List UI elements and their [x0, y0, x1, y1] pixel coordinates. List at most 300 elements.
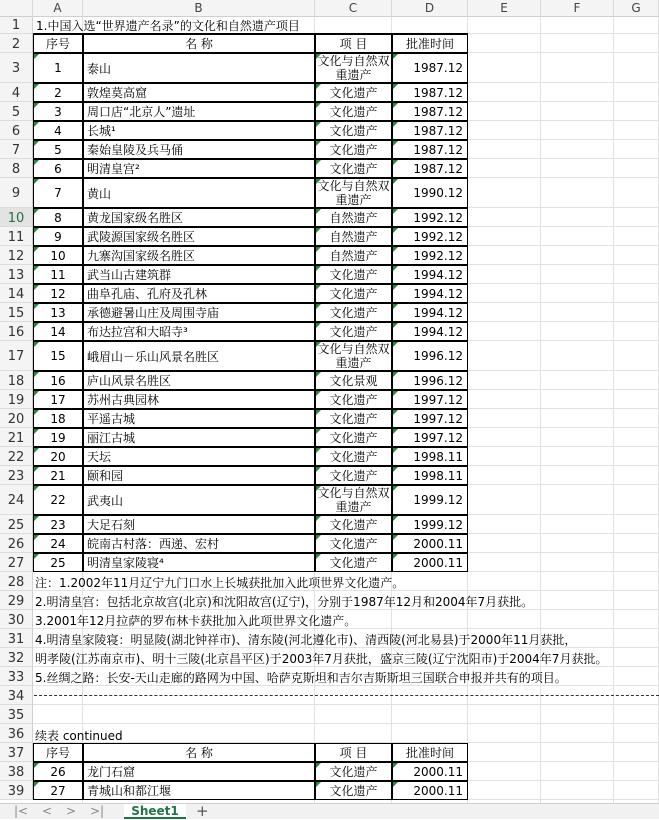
cell-name[interactable]	[83, 303, 315, 322]
cell-type[interactable]	[315, 102, 392, 121]
row-header-35[interactable]: 35	[0, 705, 33, 724]
cell-no[interactable]	[33, 265, 83, 284]
number-as-text-warning-icon	[316, 429, 321, 434]
cell-date[interactable]	[392, 322, 468, 341]
column-header-b[interactable]: B	[83, 0, 315, 17]
cell-type[interactable]	[315, 208, 392, 227]
number-as-text-warning-icon	[34, 516, 39, 521]
column-header-c[interactable]: C	[315, 0, 392, 17]
cell-date[interactable]	[392, 246, 468, 265]
row-header-17[interactable]: 17	[0, 341, 33, 371]
row-header-8[interactable]: 8	[0, 159, 33, 178]
cell-type[interactable]	[315, 53, 392, 83]
number-as-text-warning-icon	[393, 410, 398, 415]
cell-type[interactable]	[315, 341, 392, 371]
cell-name[interactable]	[83, 515, 315, 534]
cell-date[interactable]	[392, 208, 468, 227]
next-sheet-button[interactable]: >	[66, 804, 77, 818]
cell-no-text: 23	[50, 517, 66, 532]
row-header-1[interactable]: 1	[0, 17, 33, 34]
number-as-text-warning-icon	[34, 179, 39, 184]
cell-name-text: 武夷山	[87, 493, 124, 508]
cell-name-text: 敦煌莫高窟	[87, 86, 148, 100]
footnote-2[interactable]: 2.明清皇宫：包括北京故宫(北京)和沈阳故宫(辽宁)，分别于1987年12月和2004年7月获批。	[35, 595, 534, 609]
header-cell-1-text: 名 称	[185, 746, 213, 760]
cell-name[interactable]	[83, 246, 315, 265]
cell-date[interactable]	[392, 284, 468, 303]
cell-no[interactable]	[33, 322, 83, 341]
cell-type-text: 文化遗产	[329, 143, 378, 157]
cell-date[interactable]	[392, 409, 468, 428]
page-break-dashed-line	[34, 695, 659, 696]
number-as-text-warning-icon	[316, 486, 321, 491]
row-header-29[interactable]: 29	[0, 591, 33, 610]
row-header-13[interactable]: 13	[0, 265, 33, 284]
cell-name-text: 青城山和都江堰	[87, 784, 172, 798]
cell-type[interactable]	[315, 159, 392, 178]
cell-type[interactable]	[315, 466, 392, 485]
cell-name[interactable]	[83, 466, 315, 485]
row-header-38[interactable]: 38	[0, 762, 33, 781]
header-cell-1[interactable]	[83, 34, 315, 53]
number-as-text-warning-icon	[393, 391, 398, 396]
row-header-30[interactable]: 30	[0, 610, 33, 629]
number-as-text-warning-icon	[316, 410, 321, 415]
cell-type[interactable]	[315, 322, 392, 341]
number-as-text-warning-icon	[393, 285, 398, 290]
number-as-text-warning-icon	[316, 103, 321, 108]
number-as-text-warning-icon	[34, 372, 39, 377]
cell-name-text: 苏州古典园林	[87, 393, 160, 407]
cell-no[interactable]	[33, 53, 83, 83]
cell-name[interactable]	[83, 485, 315, 515]
column-header-f[interactable]: F	[541, 0, 614, 17]
number-as-text-warning-icon	[393, 372, 398, 377]
cell-type[interactable]	[315, 534, 392, 553]
number-as-text-warning-icon	[393, 103, 398, 108]
cell-no[interactable]	[33, 246, 83, 265]
cell-no[interactable]	[33, 534, 83, 553]
cell-type[interactable]	[315, 428, 392, 447]
cell-name-text: 长城¹	[87, 124, 116, 138]
footnote-5[interactable]: 明孝陵(江苏南京市)、明十三陵(北京昌平区)于2003年7月获批，盛京三陵(辽宁沈阳市)于2004年7月获批。	[35, 652, 608, 666]
cell-date-text: 1997.12	[413, 430, 463, 445]
number-as-text-warning-icon	[393, 429, 398, 434]
number-as-text-warning-icon	[34, 391, 39, 396]
footnote-1[interactable]: 注：1.2002年11月辽宁九门口水上长城获批加入此项世界文化遗产。	[35, 576, 405, 590]
number-as-text-warning-icon	[316, 342, 321, 347]
cell-date[interactable]	[392, 102, 468, 121]
row-header-34[interactable]: 34	[0, 686, 33, 705]
cell-name[interactable]	[83, 390, 315, 409]
header-cell-0-text: 序号	[45, 37, 70, 51]
cell-name[interactable]	[83, 83, 315, 102]
cell-type[interactable]	[315, 485, 392, 515]
cell-no[interactable]	[33, 227, 83, 246]
cell-date-text: 1996.12	[413, 373, 463, 388]
cell-type[interactable]	[315, 246, 392, 265]
header-cell-3-text: 批准时间	[405, 37, 454, 51]
grid-line	[33, 705, 659, 724]
number-as-text-warning-icon	[393, 304, 398, 309]
row-header-25[interactable]: 25	[0, 515, 33, 534]
sheet-tab-bar	[0, 803, 659, 819]
cell-name[interactable]	[83, 781, 315, 800]
cell-name[interactable]	[83, 341, 315, 371]
cell-name[interactable]	[83, 121, 315, 140]
number-as-text-warning-icon	[34, 554, 39, 559]
row-header-14[interactable]: 14	[0, 284, 33, 303]
cell-no[interactable]	[33, 371, 83, 390]
cell-no[interactable]	[33, 781, 83, 800]
cell-name[interactable]	[83, 409, 315, 428]
cell-date[interactable]	[392, 390, 468, 409]
cell-type-text: 文化与自然双重遗产	[317, 486, 390, 514]
cell-type-text: 文化遗产	[329, 412, 378, 426]
cell-no[interactable]	[33, 83, 83, 102]
cell-date-text: 1998.11	[413, 449, 463, 464]
cell-type[interactable]	[315, 140, 392, 159]
cell-date-text: 1994.12	[413, 286, 463, 301]
cell-no[interactable]	[33, 102, 83, 121]
row-header-2[interactable]: 2	[0, 34, 33, 53]
cell-no-text: 16	[50, 373, 66, 388]
number-as-text-warning-icon	[393, 486, 398, 491]
number-as-text-warning-icon	[393, 179, 398, 184]
row-header-3[interactable]: 3	[0, 53, 33, 83]
add-sheet-button[interactable]: +	[196, 802, 209, 820]
number-as-text-warning-icon	[34, 304, 39, 309]
row-header-36[interactable]: 36	[0, 724, 33, 743]
cell-no-text: 17	[50, 392, 66, 407]
cell-type[interactable]	[315, 121, 392, 140]
row-header-24[interactable]: 24	[0, 485, 33, 515]
number-as-text-warning-icon	[34, 247, 39, 252]
number-as-text-warning-icon	[34, 782, 39, 787]
cell-name-text: 皖南古村落：西递、宏村	[87, 537, 220, 551]
cell-name[interactable]	[83, 227, 315, 246]
cell-type-text: 文化遗产	[329, 556, 378, 570]
cell-type[interactable]	[315, 178, 392, 208]
number-as-text-warning-icon	[316, 535, 321, 540]
cell-name-text: 丽江古城	[87, 431, 136, 445]
row-header-26[interactable]: 26	[0, 534, 33, 553]
cell-name[interactable]	[83, 447, 315, 466]
cell-date[interactable]	[392, 762, 468, 781]
number-as-text-warning-icon	[34, 467, 39, 472]
cell-no-text: 1	[54, 61, 62, 75]
number-as-text-warning-icon	[34, 486, 39, 491]
number-as-text-warning-icon	[393, 342, 398, 347]
cell-no[interactable]	[33, 178, 83, 208]
row-header-19[interactable]: 19	[0, 390, 33, 409]
cell-no-text: 2	[54, 85, 62, 100]
cell-date[interactable]	[392, 227, 468, 246]
select-all-corner[interactable]	[0, 0, 33, 17]
cell-date[interactable]	[392, 265, 468, 284]
cell-date[interactable]	[392, 371, 468, 390]
cell-date-text: 1992.12	[413, 248, 463, 263]
row-header-31[interactable]: 31	[0, 629, 33, 648]
cell-date[interactable]	[392, 466, 468, 485]
number-as-text-warning-icon	[393, 266, 398, 271]
row-header-20[interactable]: 20	[0, 409, 33, 428]
number-as-text-warning-icon	[393, 535, 398, 540]
cell-name-text: 承德避暑山庄及周围寺庙	[87, 306, 220, 320]
cell-type[interactable]	[315, 284, 392, 303]
cell-no-text: 10	[50, 248, 66, 263]
row-header-27[interactable]: 27	[0, 553, 33, 572]
column-header-g[interactable]: G	[614, 0, 659, 17]
cell-no[interactable]	[33, 159, 83, 178]
cell-date-text: 1992.12	[413, 210, 463, 225]
number-as-text-warning-icon	[34, 266, 39, 271]
cell-no[interactable]	[33, 485, 83, 515]
cell-no[interactable]	[33, 303, 83, 322]
row-header-6[interactable]: 6	[0, 121, 33, 140]
cell-date[interactable]	[392, 515, 468, 534]
column-header-a[interactable]: A	[33, 0, 83, 17]
number-as-text-warning-icon	[34, 410, 39, 415]
cell-date[interactable]	[392, 83, 468, 102]
number-as-text-warning-icon	[34, 535, 39, 540]
row-header-22[interactable]: 22	[0, 447, 33, 466]
cell-type-text: 文化与自然双重遗产	[317, 54, 390, 82]
cell-no-text: 24	[50, 536, 66, 551]
cell-date-text: 1987.12	[413, 104, 463, 119]
number-as-text-warning-icon	[34, 141, 39, 146]
cell-name[interactable]	[83, 534, 315, 553]
cell-date[interactable]	[392, 53, 468, 83]
cell-type[interactable]	[315, 762, 392, 781]
row-header-9[interactable]: 9	[0, 178, 33, 208]
number-as-text-warning-icon	[34, 323, 39, 328]
cell-type[interactable]	[315, 371, 392, 390]
cell-no[interactable]	[33, 390, 83, 409]
cell-no[interactable]	[33, 553, 83, 572]
cell-no-text: 8	[54, 210, 62, 225]
cell-date-text: 2000.11	[413, 555, 463, 570]
number-as-text-warning-icon	[316, 54, 321, 59]
cell-no[interactable]	[33, 762, 83, 781]
cell-name[interactable]	[83, 762, 315, 781]
cell-no-text: 25	[50, 555, 66, 570]
cell-no[interactable]	[33, 341, 83, 371]
cell-name-text: 黄山	[87, 186, 112, 201]
header-cell-2[interactable]	[315, 34, 392, 53]
number-as-text-warning-icon	[316, 763, 321, 768]
row-header-10[interactable]: 10	[0, 208, 33, 227]
cell-name-text: 秦始皇陵及兵马俑	[87, 143, 184, 157]
row-header-5[interactable]: 5	[0, 102, 33, 121]
cell-date[interactable]	[392, 303, 468, 322]
cell-name[interactable]	[83, 178, 315, 208]
row-header-4[interactable]: 4	[0, 83, 33, 102]
cell-type[interactable]	[315, 447, 392, 466]
number-as-text-warning-icon	[34, 122, 39, 127]
number-as-text-warning-icon	[316, 84, 321, 89]
row-header-18[interactable]: 18	[0, 371, 33, 390]
cell-name[interactable]	[83, 208, 315, 227]
number-as-text-warning-icon	[393, 448, 398, 453]
prev-sheet-button[interactable]: <	[42, 804, 53, 818]
number-as-text-warning-icon	[393, 84, 398, 89]
continued-label[interactable]: 续表 continued	[35, 729, 123, 743]
number-as-text-warning-icon	[393, 763, 398, 768]
cell-type[interactable]	[315, 781, 392, 800]
header-cell-0[interactable]	[33, 743, 83, 762]
row-header-16[interactable]: 16	[0, 322, 33, 341]
cell-date-text: 1987.12	[413, 61, 463, 75]
row-header-23[interactable]: 23	[0, 466, 33, 485]
footnote-3[interactable]: 3.2001年12月拉萨的罗布林卡获批加入此项世界文化遗产。	[35, 614, 357, 628]
cell-name-text: 武当山古建筑群	[87, 268, 172, 282]
header-cell-1[interactable]	[83, 743, 315, 762]
cell-date[interactable]	[392, 428, 468, 447]
cell-name[interactable]	[83, 102, 315, 121]
cell-no[interactable]	[33, 447, 83, 466]
header-cell-0[interactable]	[33, 34, 83, 53]
number-as-text-warning-icon	[316, 285, 321, 290]
number-as-text-warning-icon	[316, 554, 321, 559]
cell-date[interactable]	[392, 781, 468, 800]
cell-no[interactable]	[33, 284, 83, 303]
cell-name[interactable]	[83, 322, 315, 341]
row-header-33[interactable]: 33	[0, 667, 33, 686]
number-as-text-warning-icon	[393, 554, 398, 559]
cell-type-text: 自然遗产	[329, 249, 378, 263]
cell-type[interactable]	[315, 390, 392, 409]
cell-name[interactable]	[83, 428, 315, 447]
cell-date[interactable]	[392, 140, 468, 159]
row-header-15[interactable]: 15	[0, 303, 33, 322]
cell-type[interactable]	[315, 303, 392, 322]
cell-type-text: 文化遗产	[329, 124, 378, 138]
cell-no-text: 18	[50, 411, 66, 426]
header-cell-3[interactable]	[392, 743, 468, 762]
cell-name-text: 大足石刻	[87, 518, 136, 532]
cell-date[interactable]	[392, 178, 468, 208]
cell-date[interactable]	[392, 159, 468, 178]
cell-name[interactable]	[83, 371, 315, 390]
cell-no-text: 14	[50, 324, 66, 339]
cell-no[interactable]	[33, 121, 83, 140]
cell-name-text: 庐山风景名胜区	[87, 374, 172, 388]
number-as-text-warning-icon	[316, 391, 321, 396]
cell-no[interactable]	[33, 409, 83, 428]
footnote-6[interactable]: 5.丝绸之路：长安-天山走廊的路网为中国、哈萨克斯坦和吉尔吉斯斯坦三国联合申报并共有的项目。	[35, 671, 567, 685]
cell-name[interactable]	[83, 553, 315, 572]
cell-date[interactable]	[392, 534, 468, 553]
cell-name-text: 周口店“北京人”遗址	[87, 105, 196, 119]
cell-type[interactable]	[315, 515, 392, 534]
cell-date-text: 1990.12	[413, 186, 463, 200]
row-header-12[interactable]: 12	[0, 246, 33, 265]
number-as-text-warning-icon	[34, 228, 39, 233]
table-title[interactable]: 1.中国入选“世界遗产名录”的文化和自然遗产项目	[33, 17, 468, 34]
row-header-21[interactable]: 21	[0, 428, 33, 447]
cell-no[interactable]	[33, 208, 83, 227]
cell-date-text: 1992.12	[413, 229, 463, 244]
row-header-28[interactable]: 28	[0, 572, 33, 591]
header-cell-2[interactable]	[315, 743, 392, 762]
row-header-39[interactable]: 39	[0, 781, 33, 800]
cell-name-text: 九寨沟国家级名胜区	[87, 249, 196, 263]
cell-type-text: 文化遗产	[329, 450, 378, 464]
number-as-text-warning-icon	[393, 141, 398, 146]
cell-name[interactable]	[83, 140, 315, 159]
cell-type-text: 文化遗产	[329, 86, 378, 100]
cell-date[interactable]	[392, 341, 468, 371]
cell-name[interactable]	[83, 265, 315, 284]
last-sheet-button[interactable]: >|	[90, 804, 105, 818]
cell-type-text: 文化遗产	[329, 105, 378, 119]
header-cell-3[interactable]	[392, 34, 468, 53]
cell-no[interactable]	[33, 140, 83, 159]
cell-date-text: 1994.12	[413, 305, 463, 320]
number-as-text-warning-icon	[393, 228, 398, 233]
cell-date[interactable]	[392, 121, 468, 140]
cell-no[interactable]	[33, 515, 83, 534]
sheet-tab-sheet1[interactable]: Sheet1	[124, 804, 186, 819]
column-header-d[interactable]: D	[392, 0, 468, 17]
number-as-text-warning-icon	[316, 323, 321, 328]
number-as-text-warning-icon	[393, 209, 398, 214]
cell-date-text: 1987.12	[413, 142, 463, 157]
number-as-text-warning-icon	[316, 160, 321, 165]
row-header-32[interactable]: 32	[0, 648, 33, 667]
cell-date-text: 2000.11	[413, 536, 463, 551]
cell-no-text: 26	[50, 764, 66, 779]
cell-type-text: 文化遗产	[329, 162, 378, 176]
row-header-11[interactable]: 11	[0, 227, 33, 246]
cell-no-text: 13	[50, 305, 66, 320]
cell-no[interactable]	[33, 466, 83, 485]
cell-name[interactable]	[83, 284, 315, 303]
cell-name[interactable]	[83, 53, 315, 83]
cell-type[interactable]	[315, 265, 392, 284]
cell-date[interactable]	[392, 553, 468, 572]
cell-name-text: 曲阜孔庙、孔府及孔林	[87, 287, 208, 301]
cell-name[interactable]	[83, 159, 315, 178]
cell-no[interactable]	[33, 428, 83, 447]
cell-date[interactable]	[392, 485, 468, 515]
cell-type[interactable]	[315, 409, 392, 428]
number-as-text-warning-icon	[316, 247, 321, 252]
number-as-text-warning-icon	[34, 160, 39, 165]
footnote-4[interactable]: 4.明清皇家陵寝：明显陵(湖北钟祥市)、清东陵(河北遵化市)、清西陵(河北易县)于2000年11月获批，	[35, 633, 577, 647]
cell-name-text: 峨眉山－乐山风景名胜区	[87, 349, 220, 364]
first-sheet-button[interactable]: |<	[14, 804, 29, 818]
column-header-e[interactable]: E	[468, 0, 541, 17]
cell-type-text: 自然遗产	[329, 211, 378, 225]
cell-date-text: 2000.11	[413, 764, 463, 779]
number-as-text-warning-icon	[316, 467, 321, 472]
cell-date[interactable]	[392, 447, 468, 466]
cell-no-text: 9	[54, 229, 62, 244]
cell-type[interactable]	[315, 83, 392, 102]
row-header-7[interactable]: 7	[0, 140, 33, 159]
number-as-text-warning-icon	[393, 467, 398, 472]
cell-type[interactable]	[315, 227, 392, 246]
cell-name-text: 布达拉宫和大昭寺³	[87, 325, 188, 339]
cell-no-text: 20	[50, 449, 66, 464]
cell-type[interactable]	[315, 553, 392, 572]
cell-no-text: 21	[50, 468, 66, 483]
cell-type-text: 文化遗产	[329, 287, 378, 301]
number-as-text-warning-icon	[316, 122, 321, 127]
row-header-37[interactable]: 37	[0, 743, 33, 762]
